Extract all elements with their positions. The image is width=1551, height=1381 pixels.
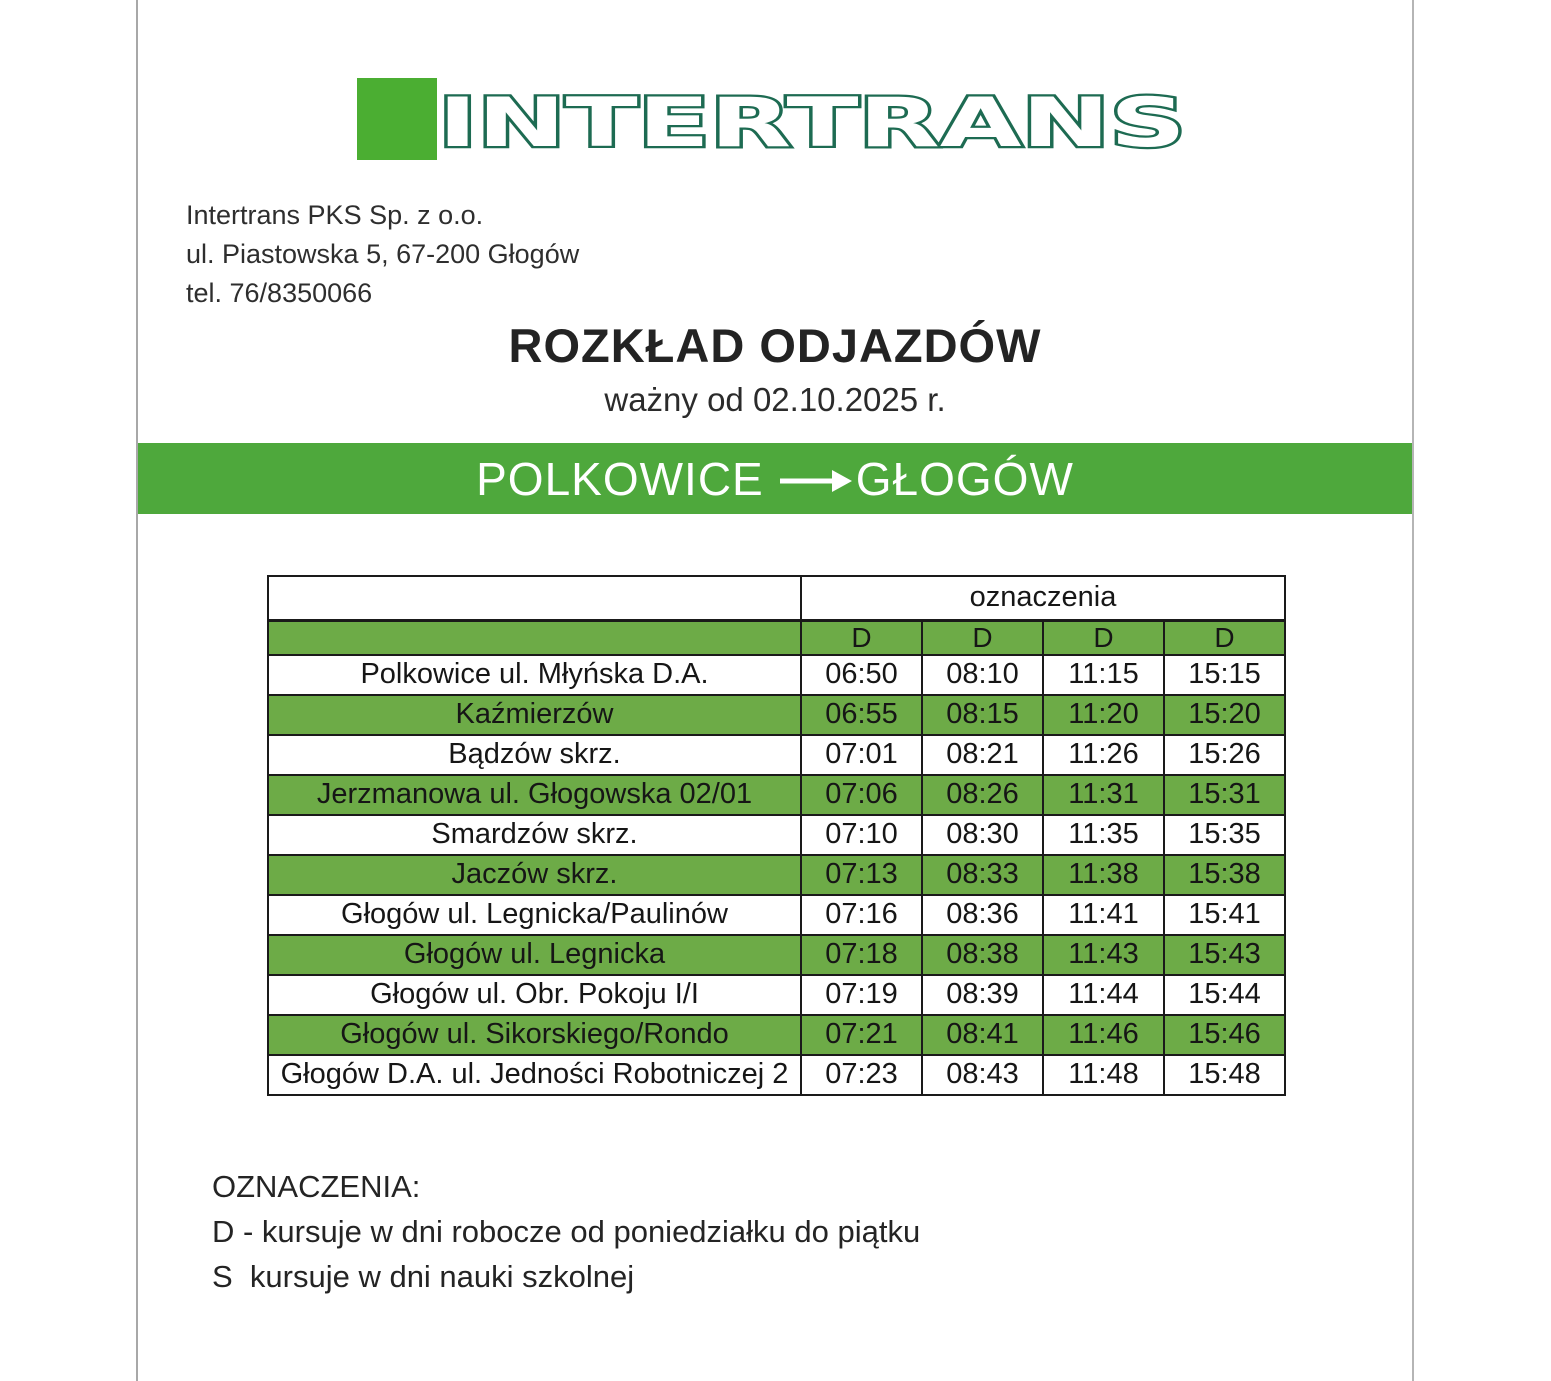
departure-time: 11:46 <box>1043 1015 1164 1055</box>
timetable-row <box>268 775 1285 815</box>
timetable-row <box>268 1055 1285 1095</box>
route-banner <box>138 443 1412 514</box>
stop-name: Kaźmierzów <box>268 695 801 735</box>
departure-time: 15:31 <box>1164 775 1285 815</box>
timetable <box>267 575 1286 1096</box>
designations-header-row <box>268 576 1285 620</box>
timetable-page <box>136 0 1414 1381</box>
departure-time: 08:33 <box>922 855 1043 895</box>
departure-time: 08:15 <box>922 695 1043 735</box>
company-address: ul. Piastowska 5, 67-200 Głogów <box>186 239 580 269</box>
departure-time: 15:41 <box>1164 895 1285 935</box>
route-destination: GŁOGÓW <box>855 452 1074 505</box>
legend-heading: OZNACZENIA: <box>212 1169 421 1204</box>
departure-time: 11:26 <box>1043 735 1164 775</box>
validity-date: ważny od 02.10.2025 r. <box>604 381 946 418</box>
day-code-row <box>268 620 1285 655</box>
route-origin: POLKOWICE <box>476 452 764 505</box>
departure-time: 11:15 <box>1043 655 1164 695</box>
company-logo <box>138 78 1412 164</box>
departure-time: 07:21 <box>801 1015 922 1055</box>
svg-text:INTERTRANS: INTERTRANS <box>437 84 1186 163</box>
timetable-row <box>268 815 1285 855</box>
departure-time: 07:10 <box>801 815 922 855</box>
departure-time: 07:16 <box>801 895 922 935</box>
departure-time: 08:10 <box>922 655 1043 695</box>
departure-time: 07:13 <box>801 855 922 895</box>
day-code: D <box>1164 620 1285 655</box>
day-code: D <box>1043 620 1164 655</box>
departure-time: 15:35 <box>1164 815 1285 855</box>
departure-time: 07:19 <box>801 975 922 1015</box>
stop-name: Głogów ul. Legnicka <box>268 935 801 975</box>
departure-time: 11:43 <box>1043 935 1164 975</box>
departure-time: 08:36 <box>922 895 1043 935</box>
day-code: D <box>922 620 1043 655</box>
stop-name: Głogów ul. Obr. Pokoju I/I <box>268 975 801 1015</box>
departure-time: 11:20 <box>1043 695 1164 735</box>
timetable-row <box>268 695 1285 735</box>
departure-time: 11:35 <box>1043 815 1164 855</box>
stop-name: Bądzów skrz. <box>268 735 801 775</box>
designations-header: oznaczenia <box>801 576 1285 620</box>
timetable-row <box>268 1015 1285 1055</box>
departure-time: 07:06 <box>801 775 922 815</box>
day-code: D <box>801 620 922 655</box>
departure-time: 11:48 <box>1043 1055 1164 1095</box>
departure-time: 07:18 <box>801 935 922 975</box>
stop-name: Głogów D.A. ul. Jedności Robotniczej 2 <box>268 1055 801 1095</box>
departure-time: 11:41 <box>1043 895 1164 935</box>
departure-time: 15:15 <box>1164 655 1285 695</box>
legend-item-d: D - kursuje w dni robocze od poniedziałku do piątku <box>212 1214 921 1249</box>
document-title: ROZKŁAD ODJAZDÓW <box>508 319 1042 372</box>
departure-time: 15:43 <box>1164 935 1285 975</box>
stop-name: Głogów ul. Legnicka/Paulinów <box>268 895 801 935</box>
timetable-row <box>268 855 1285 895</box>
departure-time: 07:23 <box>801 1055 922 1095</box>
timetable-body <box>268 655 1285 1095</box>
departure-time: 08:41 <box>922 1015 1043 1055</box>
company-name: Intertrans PKS Sp. z o.o. <box>186 200 484 230</box>
departure-time: 08:26 <box>922 775 1043 815</box>
departure-time: 15:46 <box>1164 1015 1285 1055</box>
departure-time: 08:21 <box>922 735 1043 775</box>
departure-time: 08:39 <box>922 975 1043 1015</box>
departure-time: 06:50 <box>801 655 922 695</box>
logo-green-square-icon <box>357 78 437 160</box>
departure-time: 15:26 <box>1164 735 1285 775</box>
company-phone: tel. 76/8350066 <box>186 278 373 308</box>
stop-name: Smardzów skrz. <box>268 815 801 855</box>
departure-time: 15:38 <box>1164 855 1285 895</box>
stop-name: Jaczów skrz. <box>268 855 801 895</box>
departure-time: 08:43 <box>922 1055 1043 1095</box>
departure-time: 15:20 <box>1164 695 1285 735</box>
legend-item-s: S kursuje w dni nauki szkolnej <box>212 1259 635 1294</box>
departure-time: 15:44 <box>1164 975 1285 1015</box>
stop-name: Głogów ul. Sikorskiego/Rondo <box>268 1015 801 1055</box>
departure-time: 15:48 <box>1164 1055 1285 1095</box>
stop-name: Polkowice ul. Młyńska D.A. <box>268 655 801 695</box>
stop-name: Jerzmanowa ul. Głogowska 02/01 <box>268 775 801 815</box>
timetable-row <box>268 975 1285 1015</box>
timetable-row <box>268 935 1285 975</box>
departure-time: 08:30 <box>922 815 1043 855</box>
intertrans-logo-text <box>434 74 1194 164</box>
departure-time: 11:38 <box>1043 855 1164 895</box>
departure-time: 07:01 <box>801 735 922 775</box>
departure-time: 06:55 <box>801 695 922 735</box>
departures-table <box>267 575 1286 1096</box>
timetable-row <box>268 895 1285 935</box>
timetable-row <box>268 735 1285 775</box>
departure-time: 08:38 <box>922 935 1043 975</box>
legend <box>212 1164 920 1299</box>
company-info <box>186 196 579 313</box>
departure-time: 11:31 <box>1043 775 1164 815</box>
departure-time: 11:44 <box>1043 975 1164 1015</box>
long-right-arrow-icon <box>780 470 852 492</box>
corner-cell <box>268 576 801 620</box>
timetable-row <box>268 655 1285 695</box>
day-code-empty-cell <box>268 620 801 655</box>
